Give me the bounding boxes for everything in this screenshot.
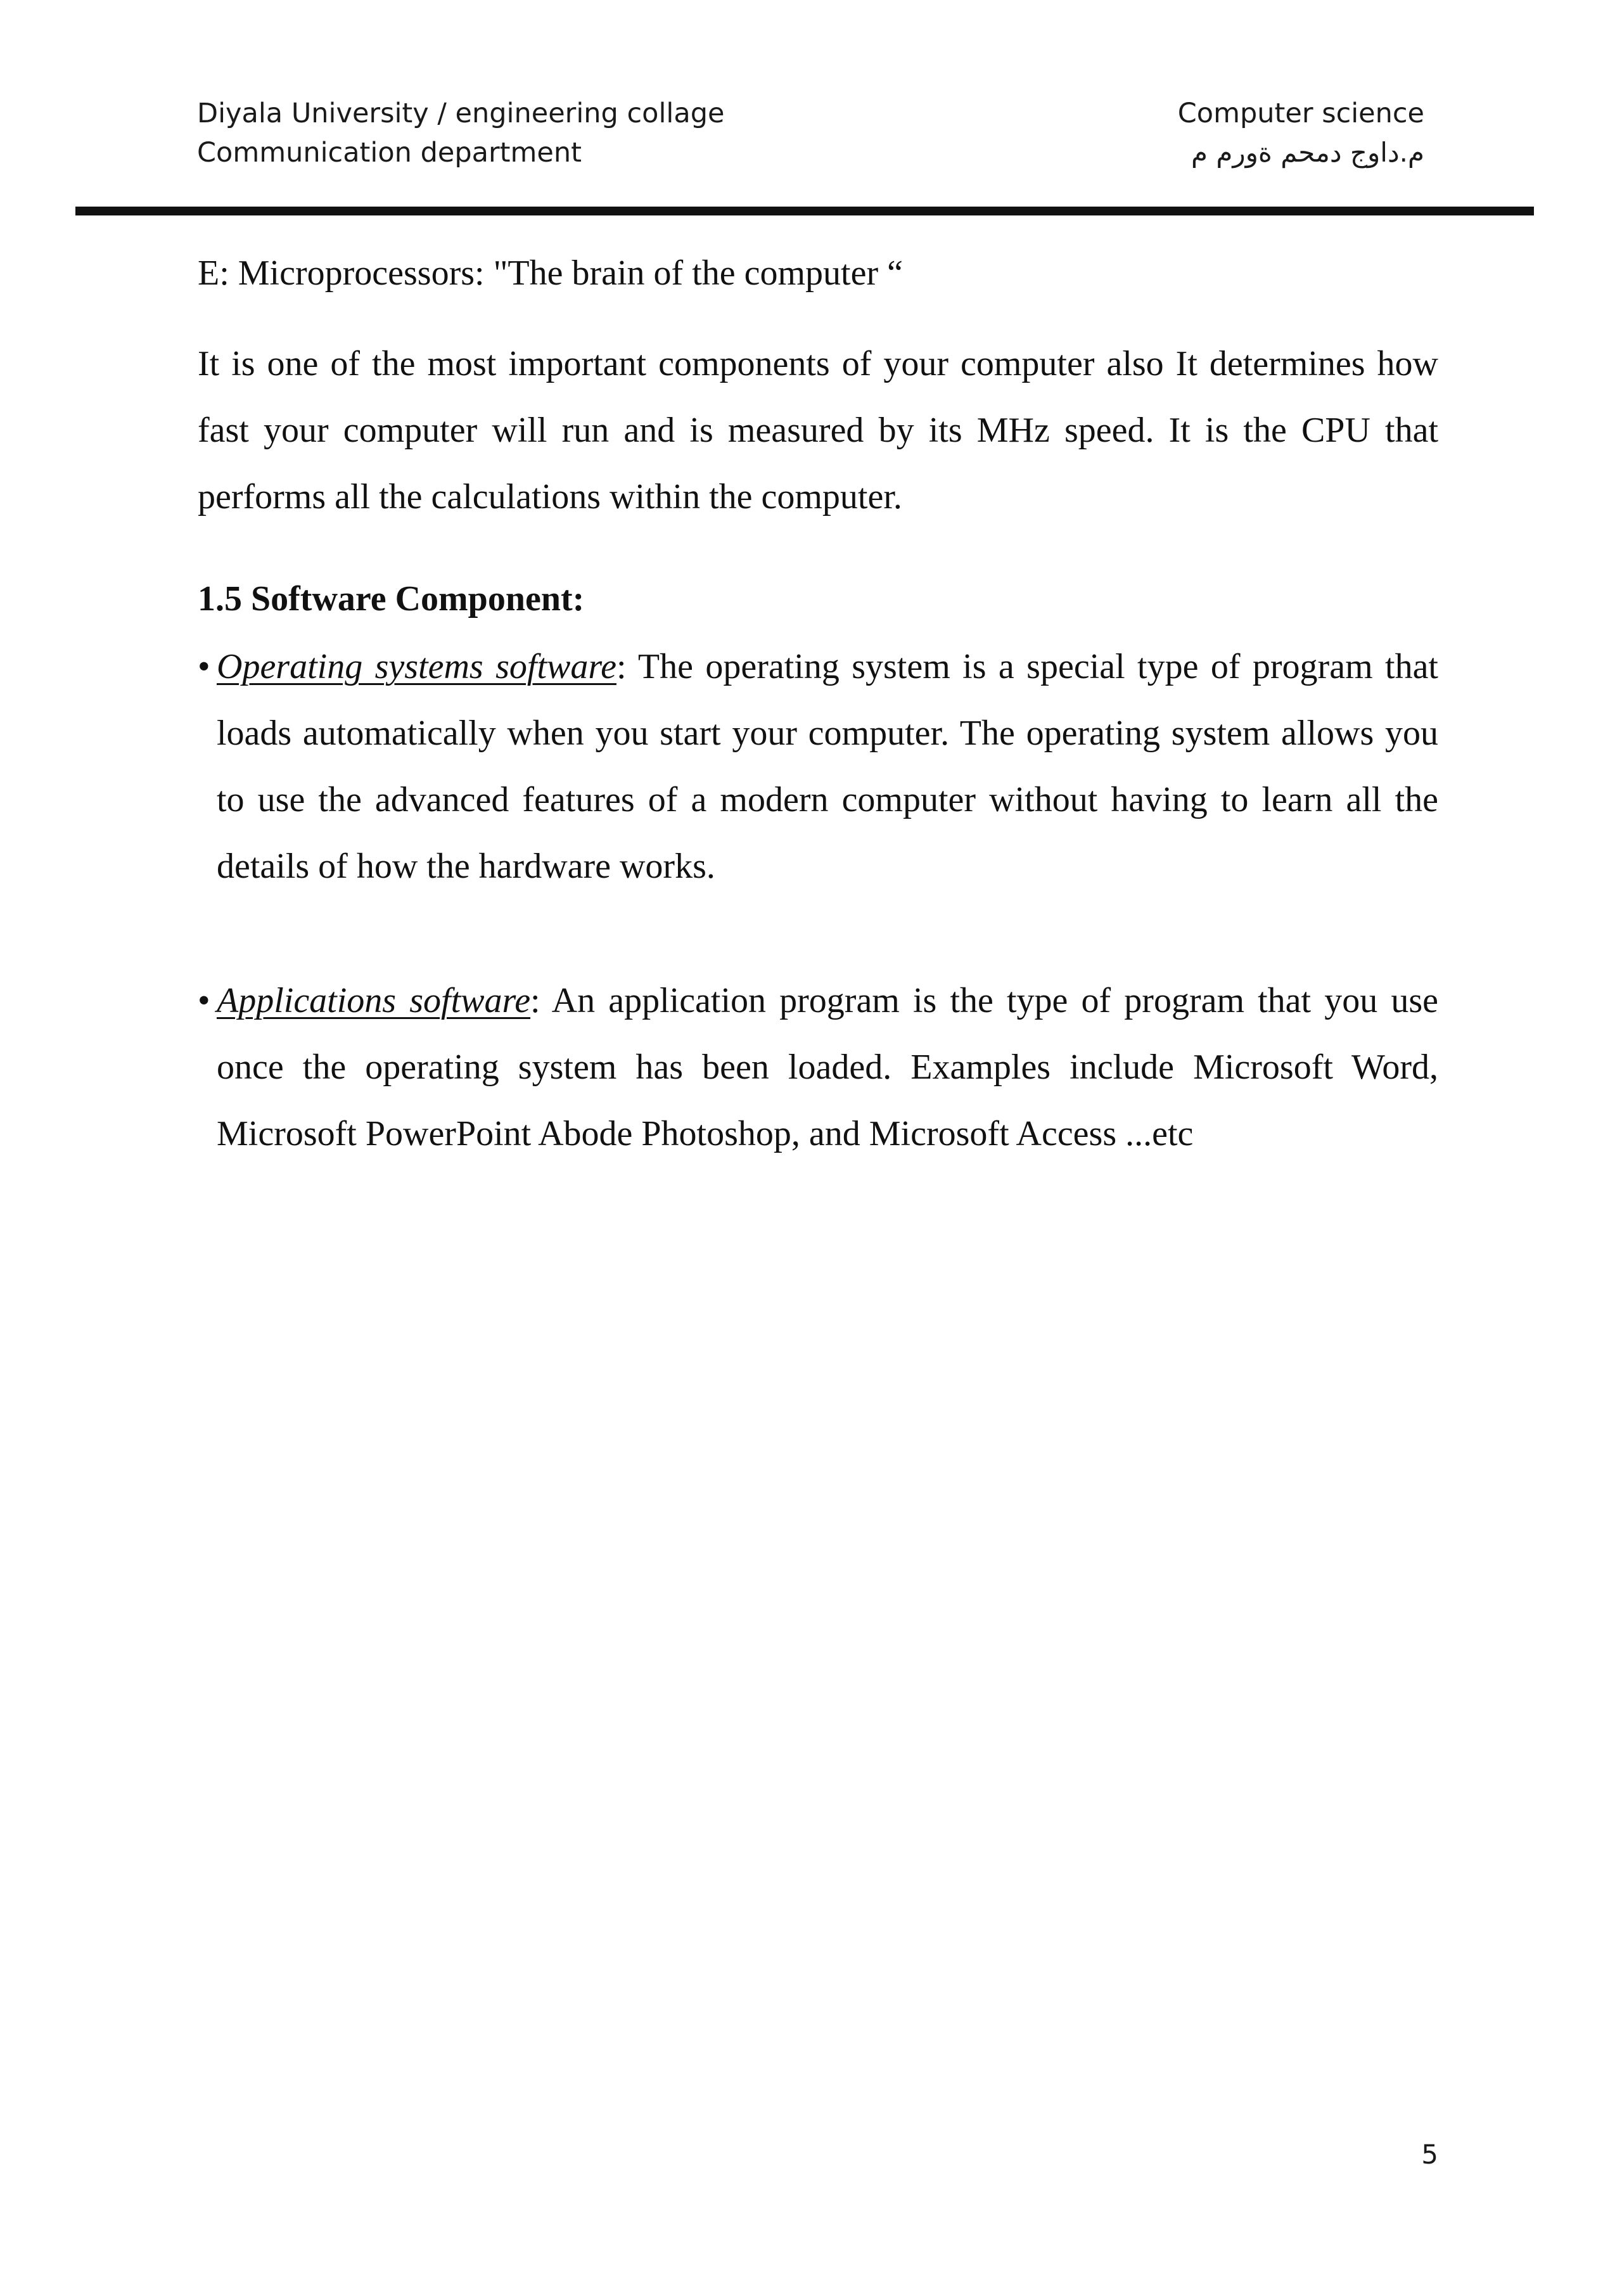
bullet-text: The operating system is a special type of program that loads automatically when you start your computer. The operating system allows you to use the advanced features of a modern computer without having to learn all the details of how the hardware works. bbox=[217, 647, 1438, 886]
bullet-term: Applications software bbox=[217, 981, 531, 1020]
bullet-term: Operating systems software bbox=[217, 647, 616, 686]
bullet-marker: • bbox=[198, 647, 210, 686]
page-number: 5 bbox=[1421, 2139, 1438, 2170]
header-divider bbox=[75, 207, 1534, 215]
bullet-marker: • bbox=[198, 981, 210, 1020]
microprocessors-subheading: E: Microprocessors: "The brain of the computer “ bbox=[198, 253, 903, 293]
header-institution bbox=[197, 94, 724, 172]
bullet-separator: : bbox=[530, 981, 540, 1020]
microprocessors-paragraph: It is one of the most important components of your computer also It determines how fast your computer will run and is measured by its MHz speed. It is the CPU that performs all the calculations within the computer. bbox=[198, 344, 1438, 516]
header-course bbox=[1178, 94, 1424, 172]
header-course-title: Computer science bbox=[1177, 98, 1424, 129]
section-heading: 1.5 Software Component: bbox=[198, 579, 585, 619]
bullet-operating-systems bbox=[198, 634, 1438, 900]
header-university: Diyala University / engineering collage bbox=[197, 98, 725, 129]
bullet-separator: : bbox=[616, 647, 627, 686]
bullet-text: An application program is the type of program that you use once the operating system has been loaded. Examples include Microsoft Word, Microsoft PowerPoint Abode Photoshop, and Microsoft Access ...etc bbox=[217, 981, 1438, 1153]
header-instructor: م.داوج دمحم ةورم م bbox=[1191, 137, 1424, 168]
bullet-applications bbox=[198, 968, 1438, 1167]
header-department: Communication department bbox=[197, 137, 582, 169]
